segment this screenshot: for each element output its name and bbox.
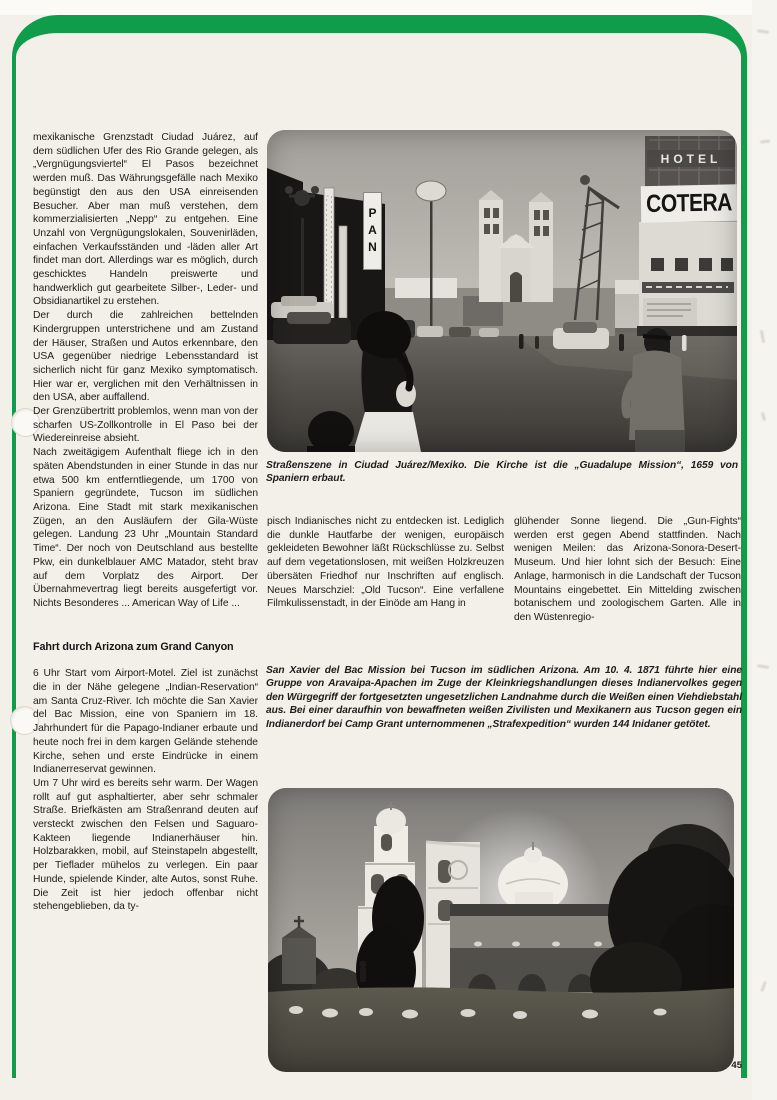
paragraph: 6 Uhr Start vom Airport-Motel. Ziel ist zunächst die in der Nähe gelegene „Indian-Reservation“ am Santa Cruz-River. Ich möchte die San Xavier del Bac Mission, eine von Spaniern im 18. Jahrhundert für die Papago-Indianer erbaute und heute noch frei in dem kargen Gelände stehende Kirche, sehen und erste Eindrücke in einem Indianerreservat gewinnen. bbox=[33, 668, 258, 776]
paper-top-margin bbox=[0, 0, 777, 15]
photo-street-scene-ciudad-juarez bbox=[267, 130, 737, 452]
paragraph: mexikanische Grenzstadt Ciudad Juárez, auf dem südlichen Ufer des Rio Grande gelegen, als „Vergnügungsviertel“ El Pasos bezeichnet werden muß. Das Währungsgefälle nach Mexiko begünstigt den aus den USA einreisenden Besucher. Aber man muß verstehen, dem kommerzialisierten „Nepp“ zu entgehen. Eine Unzahl von Vergnügungslokalen, Souvenirläden, einfachen Verkaufsständen und -läden aller Art findet man dort. Allerdings war es möglich, durch geschicktes Handeln preiswerte und handwerklich gut gearbeitete Silber-, Leder- und Obsidianartikel zu erstehen. bbox=[33, 132, 258, 308]
cotera-sign: COTERA bbox=[641, 184, 737, 223]
photo1-caption: Straßenszene in Ciudad Juárez/Mexiko. Die Kirche ist die „Guadalupe Mission“, 1659 von Spaniern erbaut. bbox=[266, 460, 738, 485]
page-number: 45 bbox=[731, 1060, 742, 1071]
pan-sign: PAN bbox=[363, 192, 382, 270]
mission-illustration bbox=[268, 788, 734, 1072]
paragraph: pisch Indianisches nicht zu entdecken ist. Lediglich die dunkle Hautfarbe der wenigen, europäisch gekleideten Bewohner läßt Rückschlüsse zu. Selbst auf dem vegetationslosen, mit weißen Holzkreuzen übersäten Friedhof nur Inschriften auf englisch. Neues Marschziel: „Old Tucson“. Eine verfallene Filmkulissenstadt, in der Einöde am Hang in bbox=[267, 516, 504, 610]
paragraph: glühender Sonne liegend. Die „Gun-Fights“ werden erst gegen Abend stattfinden. Nach wenigen Meilen: das Arizona-Sonora-Desert-Museum. Und hier lohnt sich der Besuch: Eine Anlage, harmonisch in die Landschaft der Tucson Mountains eingebettet. Ein Mittelding zwischen botanischem und zoologischem Garten. Alle in den Wüstenregio- bbox=[514, 516, 741, 623]
hotel-sign: HOTEL bbox=[647, 150, 735, 167]
middle-text-column-left bbox=[267, 515, 504, 611]
paper-right-margin bbox=[752, 0, 777, 1100]
paragraph: Der Grenzübertritt problemlos, wenn man von der scharfen US-Zollkontrolle in El Paso bei der Wiedereinreise absieht. bbox=[33, 406, 258, 445]
street-scene-illustration bbox=[267, 130, 737, 452]
section-heading: Fahrt durch Arizona zum Grand Canyon bbox=[33, 640, 234, 653]
middle-text-column-right bbox=[514, 515, 741, 625]
paragraph: Um 7 Uhr wird es bereits sehr warm. Der Wagen rollt auf gut asphaltierter, aber sehr schmaler Straße. Briefkästen am Straßenrand deuten auf versteckt zwischen den Felsen und Saguaro-Kakteen liegende Indianerhäuser hin. Holzbarakken, mobil, auf Steinstapeln abgestellt, per Tieflader mühelos zu verlegen. Ein paar Hunde, spielende Kinder, alte Autos, sonst Ruhe. Die Zeit ist hier jedoch offenbar nicht stehengeblieben, da ty- bbox=[33, 777, 258, 913]
photo2-caption: San Xavier del Bac Mission bei Tucson im südlichen Arizona. Am 10. 4. 1871 führte hier eine Gruppe von Aravaipa-Apachen im Zuge der Kleinkriegshandlungen dieses Indianervolkes gegen den Würgegriff der fortgesetzten ungesetzlichen Landnahme durch die Weißen einen Viehdiebstahl aus. Bei einer daraufhin von bewaffneten weißen Zivilisten und Mexikanern aus Tucson gegen ein Indianerdorf bei Camp Grant unternommenen „Strafexpedition“ wurden 144 Inidaner getötet. bbox=[266, 665, 742, 730]
paragraph: Der durch die zahlreichen bettelnden Kindergruppen unterstrichene und am Zustand der Häuser, Straßen und Autos erkennbare, den USA gegenüber niedrige Lebensstandard ist sicherlich nicht für ganz Mexiko symptomatisch. Hier war er, verglichen mit den Verhältnissen in den USA, aber auffallend. bbox=[33, 310, 258, 404]
photo-san-xavier-mission bbox=[268, 788, 734, 1072]
paragraph: Nach zweitägigem Aufenthalt fliege ich in den späten Abendstunden in einer Stunde in das nur etwa 500 km entferntliegende, um 1700 von Spaniern gegründete, Tucson im südlichen Arizona. Eine Stadt mit stark mexikanischen Zügen, an den Ausläufern der Gila-Wüste gelegen. Landung 23 Uhr „Mountain Standard Time“. Der noch von Deutschland aus bestellte Pkw, ein dunkelblauer AMC Matador, steht brav auf dem Vorplatz des Airport. Der Übernahmevertrag liegt bereits ausgefertigt vor. Nichts Besonderes ... American Way of Life ... bbox=[33, 447, 258, 609]
left-text-column bbox=[33, 131, 258, 914]
